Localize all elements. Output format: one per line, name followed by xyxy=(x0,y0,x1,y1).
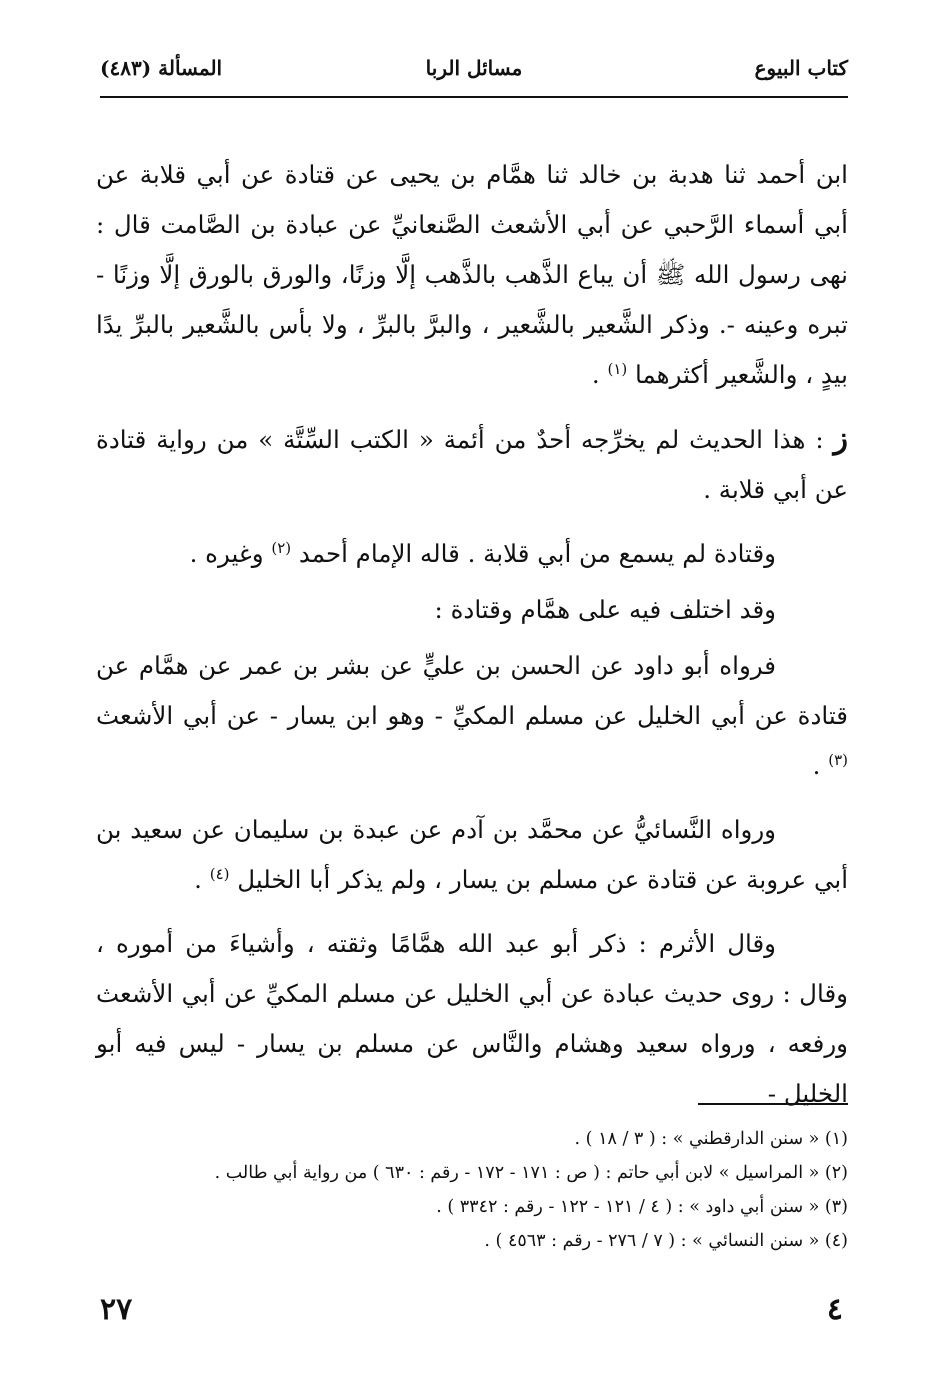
paragraph-text: وقد اختلف فيه على همَّام وقتادة : xyxy=(434,595,776,624)
paragraph-text: وقتادة لم يسمع من أبي قلابة . قاله الإمام أحمد xyxy=(298,539,776,568)
footnote-4: (٤) « سنن النسائي » : ( ٧ / ٢٧٦ - رقم : ٤٥٦٣ ) . xyxy=(484,1231,848,1251)
footnote-1: (١) « سنن الدارقطني » : ( ٣ / ١٨ ) . xyxy=(574,1129,848,1149)
paragraph-text: ابن أحمد ثنا هدبة بن خالد ثنا همَّام بن يحيى عن قتادة عن أبي قلابة عن أبي أسماء الرَّحبي عن أبي الأشعث الصَّنعانيِّ عن عبادة بن الصَّامت قال : نهى رسول الله ﷺ أن يباع الذَّهب بالذَّهب إلَّا وزنًا، والورق بالورق إلَّا وزنًا - تبره وعينه -. وذكر الشَّعير بالشَّعير ، والبرَّ بالبرِّ ، ولا بأس بالشَّعير بالبرِّ يدًا بيدٍ ، والشَّعير أكثرهما xyxy=(96,160,848,389)
footnote-divider xyxy=(698,1103,848,1105)
paragraph-hadith-chain xyxy=(96,150,848,400)
footnotes xyxy=(96,1122,848,1258)
main-text xyxy=(96,150,848,1133)
header-book-title: كتاب البيوع xyxy=(754,56,848,80)
footnote-ref: (٤) xyxy=(209,864,230,883)
paragraph-text: وقال الأثرم : ذكر أبو عبد الله همَّامًا وثقته ، وأشياءَ من أموره ، وقال : روى حديث عبادة عن أبي الخليل عن مسلم المكيِّ عن أبي الأشعث ورفعه ، ورواه سعيد وهشام والنَّاس عن مسلم بن يسار - ليس فيه أبو الخليل - xyxy=(96,929,848,1108)
paragraph-suffix: . xyxy=(591,360,608,389)
paragraph-athram xyxy=(96,919,848,1119)
commentary-marker: ز xyxy=(833,421,848,456)
footnote-2: (٢) « المراسيل » لابن أبي حاتم : ( ص : ١٧١ - ١٧٢ - رقم : ٦٣٠ ) من رواية أبي طالب . xyxy=(214,1163,848,1183)
paragraph-suffix: وغيره . xyxy=(189,539,272,568)
paragraph-qatada-note xyxy=(96,529,848,579)
footnote-ref: (٣) xyxy=(828,750,848,769)
paragraph-text: : هذا الحديث لم يخرِّجه أحدٌ من أئمة « الكتب السِّتَّة » من رواية قتادة عن أبي قلابة . xyxy=(96,425,848,504)
paragraph-disagreement xyxy=(96,585,848,635)
header-issue-number: المسألة (٤٨٣) xyxy=(100,56,223,80)
footnote-3: (٣) « سنن أبي داود » : ( ٤ / ١٢١ - ١٢٢ - رقم : ٣٣٤٢ ) . xyxy=(436,1197,848,1217)
running-header xyxy=(100,56,848,92)
paragraph-text: ورواه النَّسائيُّ عن محمَّد بن آدم عن عبدة بن سليمان عن سعيد بن أبي عروبة عن قتادة عن مسلم بن يسار ، ولم يذكر أبا الخليل xyxy=(96,815,848,894)
page-number-left: ٢٧ xyxy=(100,1292,133,1327)
paragraph-nasai xyxy=(96,805,848,905)
header-divider xyxy=(100,96,848,98)
paragraph-suffix: . xyxy=(194,865,210,894)
paragraph-suffix: . xyxy=(812,751,829,780)
paragraph-text: فرواه أبو داود عن الحسن بن عليٍّ عن بشر بن عمر عن همَّام عن قتادة عن أبي الخليل عن مسلم المكيِّ - وهو ابن يسار - عن أبي الأشعث xyxy=(96,651,848,730)
paragraph-abu-dawud xyxy=(96,641,848,791)
footnote-ref: (١) xyxy=(607,359,628,378)
footnote-ref: (٢) xyxy=(271,538,292,557)
header-chapter-title: مسائل الربا xyxy=(425,56,523,80)
paragraph-commentary xyxy=(96,414,848,515)
page-number-right: ٤ xyxy=(826,1292,843,1327)
